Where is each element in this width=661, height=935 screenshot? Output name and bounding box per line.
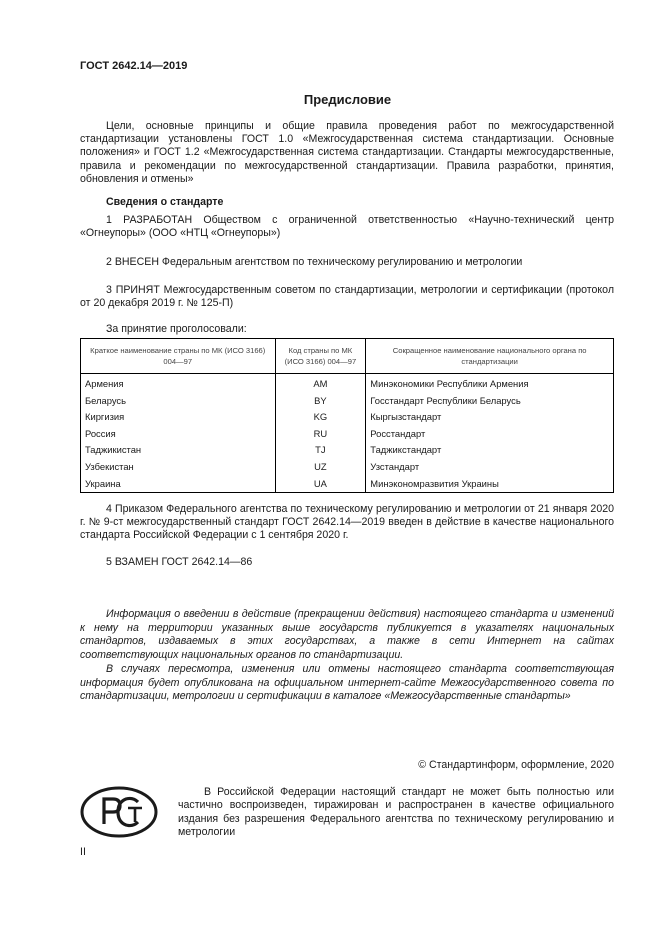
country-cell: Беларусь: [81, 393, 276, 410]
country-cell: Армения: [81, 374, 276, 393]
body-cell: Таджикстандарт: [366, 442, 614, 459]
item-replaces: 5 ВЗАМЕН ГОСТ 2642.14—86: [106, 556, 253, 568]
info-paragraph-revision: В случаях пересмотра, изменения или отмены настоящего стандарта соответствующая информация будет опубликована на официальном интернет-сайте Межгосударственного совета по стандартизации, метрологии и сертификации в каталоге «Межгосударственные стандарты»: [80, 663, 614, 703]
body-cell: Минэкономики Республики Армения: [366, 374, 614, 393]
body-cell: Росстандарт: [366, 426, 614, 443]
table-row: [81, 374, 614, 393]
code-cell: BY: [275, 393, 366, 410]
section-title: Сведения о стандарте: [106, 196, 224, 208]
copyright-notice: В Российской Федерации настоящий стандарт не может быть полностью или частично воспроизведен, тиражирован и распространен в качестве официального издания без разрешения Федерального агентства по техническому регулированию и метрологии: [178, 786, 614, 839]
column-header-code: Код страны по МК (ИСО 3166) 004—97: [275, 339, 366, 374]
table-row: [81, 393, 614, 410]
country-cell: Узбекистан: [81, 459, 276, 476]
item-enacted: 4 Приказом Федерального агентства по техническому регулированию и метрологии от 21 января 2020 г. № 9-ст межгосударственный стандарт ГОСТ 2642.14—2019 введен в действие в качестве национального стандарта Российской Федерации с 1 сентября 2020 г.: [80, 503, 614, 542]
code-cell: KG: [275, 409, 366, 426]
column-header-country: Краткое наименование страны по МК (ИСО 3166) 004—97: [81, 339, 276, 374]
voted-label: За принятие проголосовали:: [106, 323, 247, 335]
intro-paragraph: Цели, основные принципы и общие правила проведения работ по межгосударственной стандартизации установлены ГОСТ 1.0 «Межгосударственная система стандартизации. Основные положения» и ГОСТ 1.2 «Межгосударственная система стандартизации. Стандарты межгосударственные, правила и рекомендации по межгосударственной стандартизации. Правила разработки, принятия, обновления и отмены»: [80, 120, 614, 185]
item-introduced: 2 ВНЕСЕН Федеральным агентством по техническому регулированию и метрологии: [106, 256, 523, 268]
code-cell: UA: [275, 476, 366, 493]
countries-table: [80, 338, 614, 493]
item-adopted: 3 ПРИНЯТ Межгосударственным советом по стандартизации, метрологии и сертификации (протокол от 20 декабря 2019 г. № 125-П): [80, 284, 614, 310]
page-title: Предисловие: [303, 92, 392, 107]
country-cell: Россия: [81, 426, 276, 443]
body-cell: Кыргызстандарт: [366, 409, 614, 426]
body-cell: Минэкономразвития Украины: [366, 476, 614, 493]
country-cell: Таджикистан: [81, 442, 276, 459]
document-code: ГОСТ 2642.14—2019: [80, 60, 188, 72]
table-row: [81, 409, 614, 426]
table-header-row: [81, 339, 614, 374]
item-developed: 1 РАЗРАБОТАН Обществом с ограниченной ответственностью «Научно-технический центр «Огнеупоры» (ООО «НТЦ «Огнеупоры»): [80, 214, 614, 240]
code-cell: RU: [275, 426, 366, 443]
info-paragraph: Информация о введении в действие (прекращении действия) настоящего стандарта и изменений к нему на территории указанных выше государств публикуется в указателях национальных стандартов, издаваемых в этих государствах, а также в сети Интернет на сайтах соответствующих национальных органов по стандартизации.: [80, 608, 614, 661]
code-cell: TJ: [275, 442, 366, 459]
table-row: [81, 476, 614, 493]
table-row: [81, 459, 614, 476]
country-cell: Украина: [81, 476, 276, 493]
body-cell: Госстандарт Республики Беларусь: [366, 393, 614, 410]
code-cell: AM: [275, 374, 366, 393]
column-header-body: Сокращенное наименование национального органа по стандартизации: [366, 339, 614, 374]
code-cell: UZ: [275, 459, 366, 476]
body-cell: Узстандарт: [366, 459, 614, 476]
copyright: © Стандартинформ, оформление, 2020: [418, 759, 614, 771]
rst-certification-mark-icon: [80, 786, 158, 838]
page-number: II: [80, 846, 86, 858]
table-row: [81, 442, 614, 459]
country-cell: Киргизия: [81, 409, 276, 426]
table-row: [81, 426, 614, 443]
